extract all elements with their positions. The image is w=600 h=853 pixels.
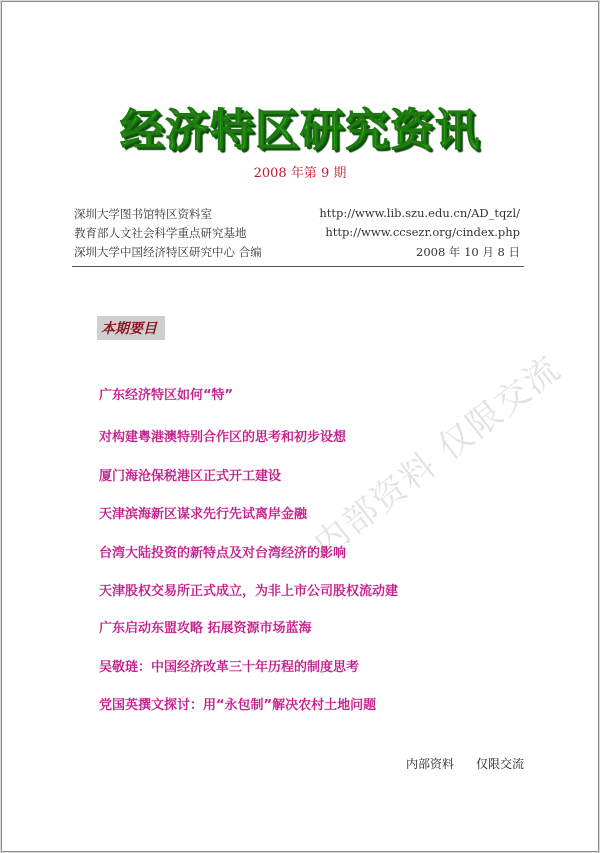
publication-title: 经济特区研究资讯 (120, 105, 480, 156)
info-date: 2008 年 10 月 8 日 (416, 245, 520, 259)
info-url-research-base[interactable]: http://www.ccsezr.org/cindex.php (325, 225, 520, 239)
info-row-library (74, 206, 520, 222)
toc-item[interactable]: 厦门海沧保税港区正式开工建设 (99, 469, 282, 484)
toc-item[interactable]: 广东经济特区如何“特” (99, 388, 234, 403)
toc-item[interactable]: 对构建粤港澳特别合作区的思考和初步设想 (99, 430, 347, 445)
toc-heading: 本期要目 (97, 316, 165, 340)
footer-internal: 内部资料 (406, 757, 455, 771)
toc-item[interactable]: 吴敬琏：中国经济改革三十年历程的制度思考 (99, 660, 360, 675)
info-row-center (74, 244, 520, 260)
watermark-text: 内部资料 仅限交流 (306, 348, 569, 565)
toc-item[interactable]: 天津滨海新区谋求先行先试离岸金融 (99, 507, 308, 522)
toc-item[interactable]: 天津股权交易所正式成立，为非上市公司股权流动建 (99, 584, 399, 599)
info-row-research-base (74, 225, 520, 241)
footer-exchange-only: 仅限交流 (476, 757, 525, 771)
issue-number: 2008 年第 9 期 (253, 166, 347, 181)
toc-item[interactable]: 广东启动东盟攻略 拓展资源市场蓝海 (99, 621, 312, 636)
footer-note (406, 755, 524, 772)
toc-item[interactable]: 台湾大陆投资的新特点及对台湾经济的影响 (99, 546, 347, 561)
header-divider (72, 266, 524, 267)
toc-item[interactable]: 党国英撰文探讨：用“永包制”解决农村土地问题 (99, 698, 377, 713)
info-org-library: 深圳大学图书馆特区资料室 (74, 207, 212, 221)
info-org-center: 深圳大学中国经济特区研究中心 合编 (74, 245, 262, 259)
info-org-research-base: 教育部人文社会科学重点研究基地 (74, 226, 247, 240)
info-url-library[interactable]: http://www.lib.szu.edu.cn/AD_tqzl/ (319, 206, 520, 220)
document-page (1, 1, 599, 852)
